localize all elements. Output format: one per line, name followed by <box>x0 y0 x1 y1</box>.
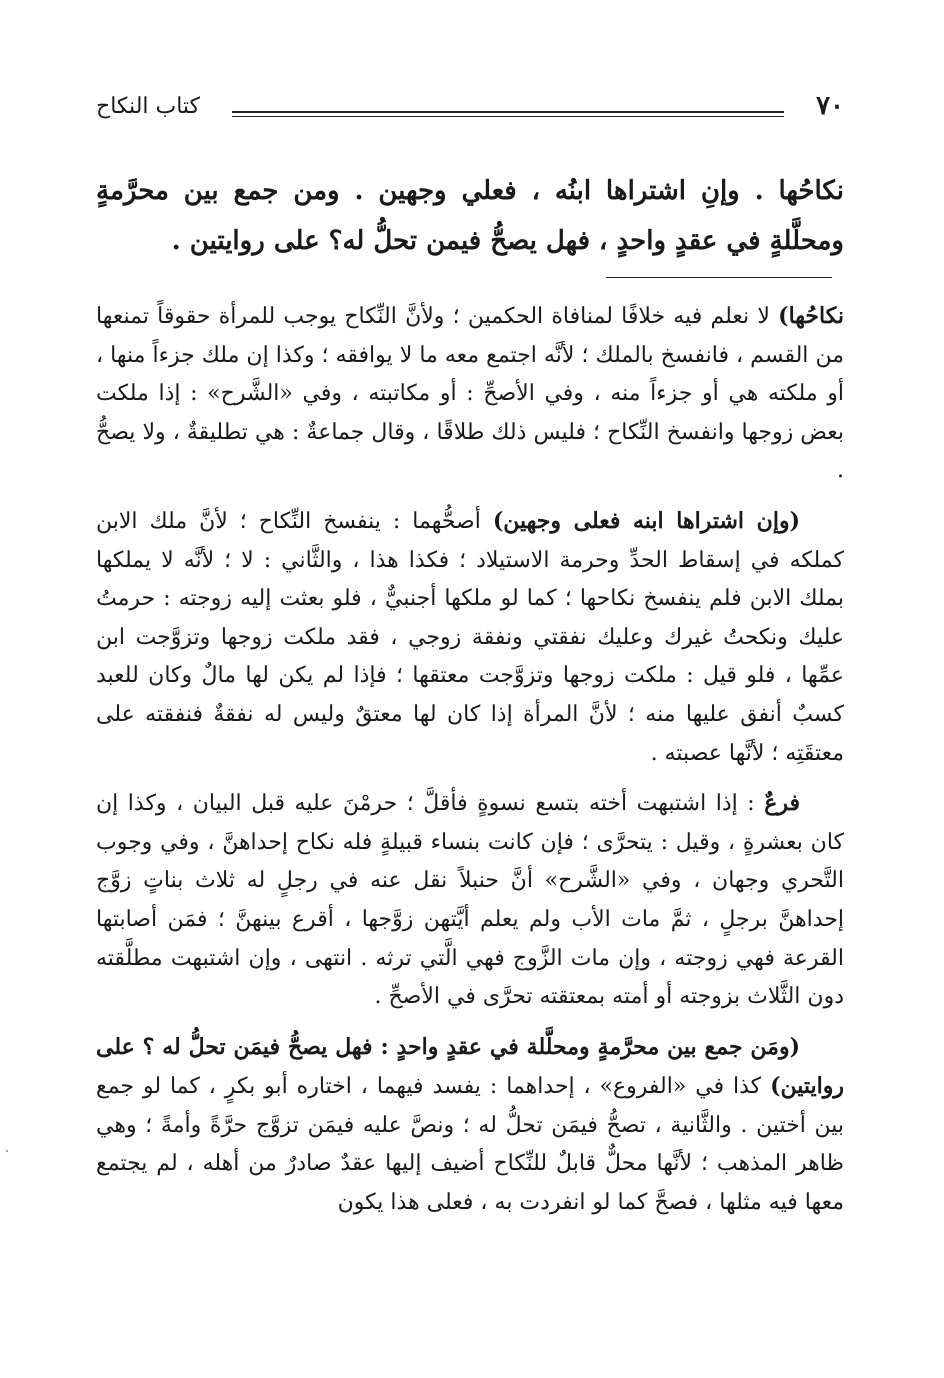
commentary <box>96 297 844 1234</box>
separator-line <box>606 277 832 278</box>
commentary-paragraph <box>96 1028 844 1223</box>
paragraph-heading: (ومَن جمع بين محرَّمةٍ ومحلَّلة في عقدٍ واحدٍ : فهل يصحُّ فيمَن تحلُّ له ؟ على روايتين) <box>96 1033 844 1100</box>
matn-text: نكاحُها . وإنِ اشتراها ابنُه ، فعلي وجهين . ومن جمع بين محرَّمةٍ ومحلَّلةٍ في عقدٍ واحدٍ ، فهل يصحُّ فيمن تحلُّ له؟ على روايتين . <box>96 176 844 256</box>
paragraph-heading: (وإن اشتراها ابنه فعلى وجهين) <box>492 507 800 534</box>
page-number: ٧٠ <box>816 91 844 121</box>
paragraph-text: كذا في «الفروع» ، إحداهما : يفسد فيهما ، اختاره أبو بكرٍ ، كما لو جمع بين أختين . والثَّانية ، تصحُّ فيمَن تحلُّ له ؛ ونصَّ عليه فيمَن تزوَّج حرَّةً وأمةً ؛ وهي ظاهر المذهب ؛ لأنَّها محلٌّ قابلٌ للنِّكاح أضيف إليها عقدٌ صادرٌ من أهله ، لم يجتمع معها فيه مثلها ، فصحَّ كما لو انفردت به ، فعلى هذا يكون <box>96 1074 844 1216</box>
header-rule <box>232 111 784 113</box>
commentary-paragraph <box>96 784 844 1017</box>
book-title: كتاب النكاح <box>96 93 201 119</box>
paragraph-text: : إذا اشتبهت أخته بتسع نسوةٍ فأقلَّ ؛ حرمْنَ عليه قبل البيان ، وكذا إن كان بعشرةٍ ، وقيل : يتحرَّى ؛ فإن كانت بنساء قبيلةٍ فله نكاح إحداهنَّ ، وفي وجوب التَّحري وجهان ، وفي «الشَّرح» أنَّ حنبلاً نقل عنه في رجلٍ له ثلاث بناتٍ زوَّج إحداهنَّ برجلٍ ، ثمَّ مات الأب ولم يعلم أيَّتهن زوَّجها ، أقرع بينهنَّ ؛ فمَن أصابتها القرعة فهي زوجته ، وإن مات الزَّوج فهي الَّتي ترثه . انتهى ، وإن اشتبهت مطلَّقته دون الثَّلاث بزوجته أو أمته بمعتقته تحرَّى في الأصحِّ . <box>96 791 844 1010</box>
page-header <box>96 86 844 126</box>
paragraph-text: أصحُّهما : ينفسخ النِّكاح ؛ لأنَّ ملك الابن كملكه في إسقاط الحدِّ وحرمة الاستيلاد ؛ فكذا هذا ، والثَّاني : لا ؛ لأنَّه لا يملكها بملك الابن فلم ينفسخ نكاحها ؛ كما لو ملكها أجنبيٌّ ، فلو بعثت إليه زوجته : حرمتُ عليك ونكحتُ غيرك وعليك نفقتي ونفقة زوجي ، فقد ملكت زوجها وتزوَّجت ابن عمِّها ، فلو قيل : ملكت زوجها وتزوَّجت معتقها ؛ فإذا لم يكن لها مالٌ وكان للعبد كسبٌ أنفق عليها منه ؛ لأنَّ المرأة إذا كان لها معتقٌ وليس له نفقةٌ فنفقته على معتقَتِه ؛ لأنَّها عصبته . <box>96 508 844 766</box>
scan-speck <box>6 1150 8 1152</box>
commentary-paragraph <box>96 297 844 491</box>
paragraph-heading: فرعٌ <box>764 790 800 817</box>
paragraph-text: لا نعلم فيه خلافًا لمنافاة الحكمين ؛ ولأنَّ النِّكاح يوجب للمرأة حقوقاً تمنعها من القسم ، فانفسخ بالملك ؛ لأنَّه اجتمع معه ما لا يوافقه ؛ وكذا إن ملك جزءاً منها ، أو ملكته هي أو جزءاً منه ، وفي الأصحِّ : أو مكاتبته ، وفي «الشَّرح» : إذا ملكت بعض زوجها وانفسخ النِّكاح ؛ فليس ذلك طلاقًا ، وقال جماعةٌ : هي تطليقةٌ ، ولا يصحُّ . <box>96 304 844 484</box>
paragraph-heading: نكاحُها) <box>778 303 844 329</box>
commentary-paragraph <box>96 502 844 773</box>
